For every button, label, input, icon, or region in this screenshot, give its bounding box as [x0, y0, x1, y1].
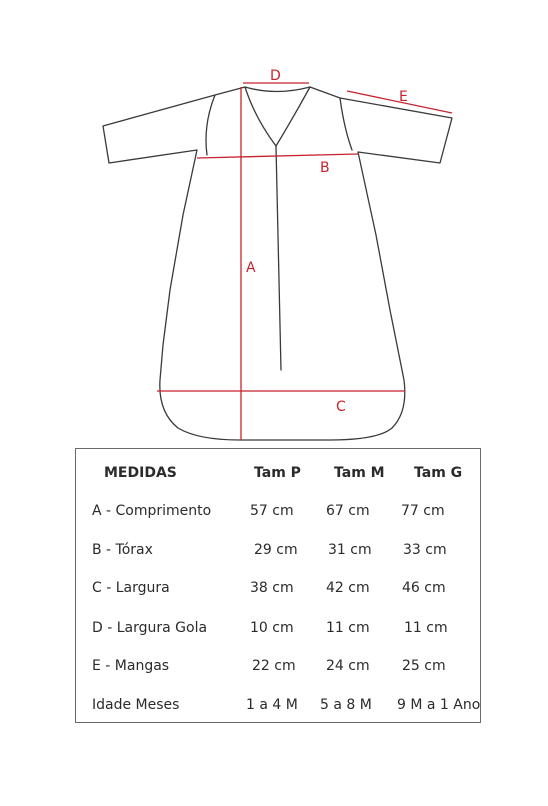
- value-tam-p: 57 cm: [250, 503, 294, 519]
- table-row: [76, 580, 480, 600]
- header-tam-g: Tam G: [414, 465, 463, 481]
- table-row: [76, 620, 480, 640]
- row-label: C - Largura: [92, 580, 170, 596]
- table-row: [76, 542, 480, 562]
- value-tam-m: 67 cm: [326, 503, 370, 519]
- dimension-b-label: B: [320, 160, 330, 176]
- table-header-row: [76, 465, 480, 485]
- value-tam-g: 25 cm: [402, 658, 446, 674]
- table-row: [76, 503, 480, 523]
- header-tam-m: Tam M: [334, 465, 385, 481]
- table-row: [76, 658, 480, 678]
- dimension-b-line: [197, 154, 358, 158]
- value-tam-g: 11 cm: [404, 620, 448, 636]
- value-tam-m: 11 cm: [326, 620, 370, 636]
- value-tam-m: 24 cm: [326, 658, 370, 674]
- dimension-d-label: D: [270, 68, 281, 84]
- row-label: Idade Meses: [92, 697, 180, 713]
- dimension-a-label: A: [246, 260, 256, 276]
- dimension-c-label: C: [336, 399, 346, 415]
- row-label: D - Largura Gola: [92, 620, 208, 636]
- header-medidas: MEDIDAS: [104, 465, 177, 481]
- row-label: E - Mangas: [92, 658, 170, 674]
- value-tam-p: 29 cm: [254, 542, 298, 558]
- garment-outline: [103, 87, 452, 440]
- value-tam-m: 5 a 8 M: [320, 697, 372, 713]
- value-tam-p: 10 cm: [250, 620, 294, 636]
- value-tam-g: 77 cm: [401, 503, 445, 519]
- value-tam-m: 42 cm: [326, 580, 370, 596]
- value-tam-p: 22 cm: [252, 658, 296, 674]
- value-tam-g: 9 M a 1 Ano: [397, 697, 481, 713]
- value-tam-g: 33 cm: [403, 542, 447, 558]
- value-tam-p: 38 cm: [250, 580, 294, 596]
- measurements-table: [75, 448, 481, 723]
- value-tam-m: 31 cm: [328, 542, 372, 558]
- table-row: [76, 697, 480, 717]
- dimension-e-label: E: [399, 89, 408, 105]
- value-tam-g: 46 cm: [402, 580, 446, 596]
- row-label: A - Comprimento: [92, 503, 212, 519]
- value-tam-p: 1 a 4 M: [246, 697, 298, 713]
- row-label: B - Tórax: [92, 542, 153, 558]
- header-tam-p: Tam P: [254, 465, 301, 481]
- dimension-lines: [157, 83, 452, 440]
